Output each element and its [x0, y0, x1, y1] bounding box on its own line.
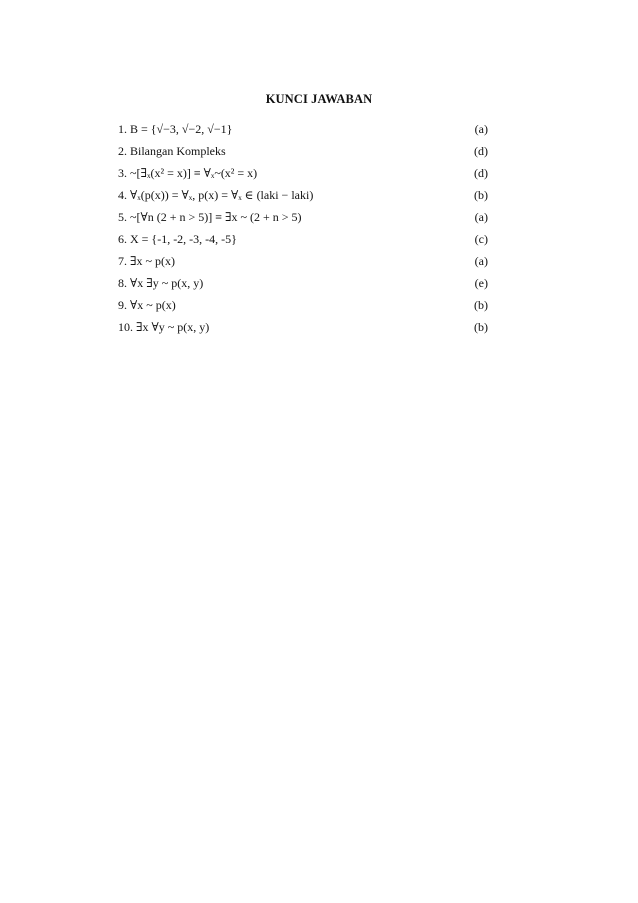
answer-choice: (b): [474, 298, 488, 312]
answer-statement: 6. X = {-1, -2, -3, -4, -5}: [118, 232, 237, 246]
page-title: KUNCI JAWABAN: [265, 92, 373, 106]
answer-choice: (a): [474, 210, 488, 224]
answer-choice: (b): [474, 188, 488, 202]
answer-choice: (e): [474, 276, 488, 290]
answer-key-list: [118, 118, 488, 338]
answer-choice: (a): [474, 254, 488, 268]
answer-row-8: [118, 272, 488, 294]
answer-statement: 7. ∃x ~ p(x): [118, 254, 175, 268]
answer-row-2: [118, 140, 488, 162]
answer-row-4: [118, 184, 488, 206]
answer-row-10: [118, 316, 488, 338]
answer-row-3: [118, 162, 488, 184]
answer-statement: 8. ∀x ∃y ~ p(x, y): [118, 276, 204, 290]
answer-statement: 5. ~[∀n (2 + n > 5)] ≡ ∃x ~ (2 + n > 5): [118, 210, 302, 224]
answer-row-9: [118, 294, 488, 316]
answer-row-1: [118, 118, 488, 140]
answer-statement: 2. Bilangan Kompleks: [118, 144, 226, 158]
answer-choice: (d): [474, 166, 488, 180]
answer-choice: (c): [474, 232, 488, 246]
answer-row-7: [118, 250, 488, 272]
answer-statement: 3. ~[∃ₓ(x² = x)] ≡ ∀ₓ~(x² = x): [118, 166, 258, 180]
answer-row-5: [118, 206, 488, 228]
answer-choice: (b): [474, 320, 488, 334]
answer-statement: 4. ∀ₓ(p(x)) = ∀ₓ, p(x) = ∀ₓ ∈ (laki − laki): [118, 188, 314, 202]
answer-choice: (d): [474, 144, 488, 158]
answer-statement: 1. B = {√−3, √−2, √−1}: [118, 122, 233, 136]
answer-choice: (a): [474, 122, 488, 136]
answer-statement: 10. ∃x ∀y ~ p(x, y): [118, 320, 210, 334]
answer-statement: 9. ∀x ~ p(x): [118, 298, 176, 312]
answer-row-6: [118, 228, 488, 250]
